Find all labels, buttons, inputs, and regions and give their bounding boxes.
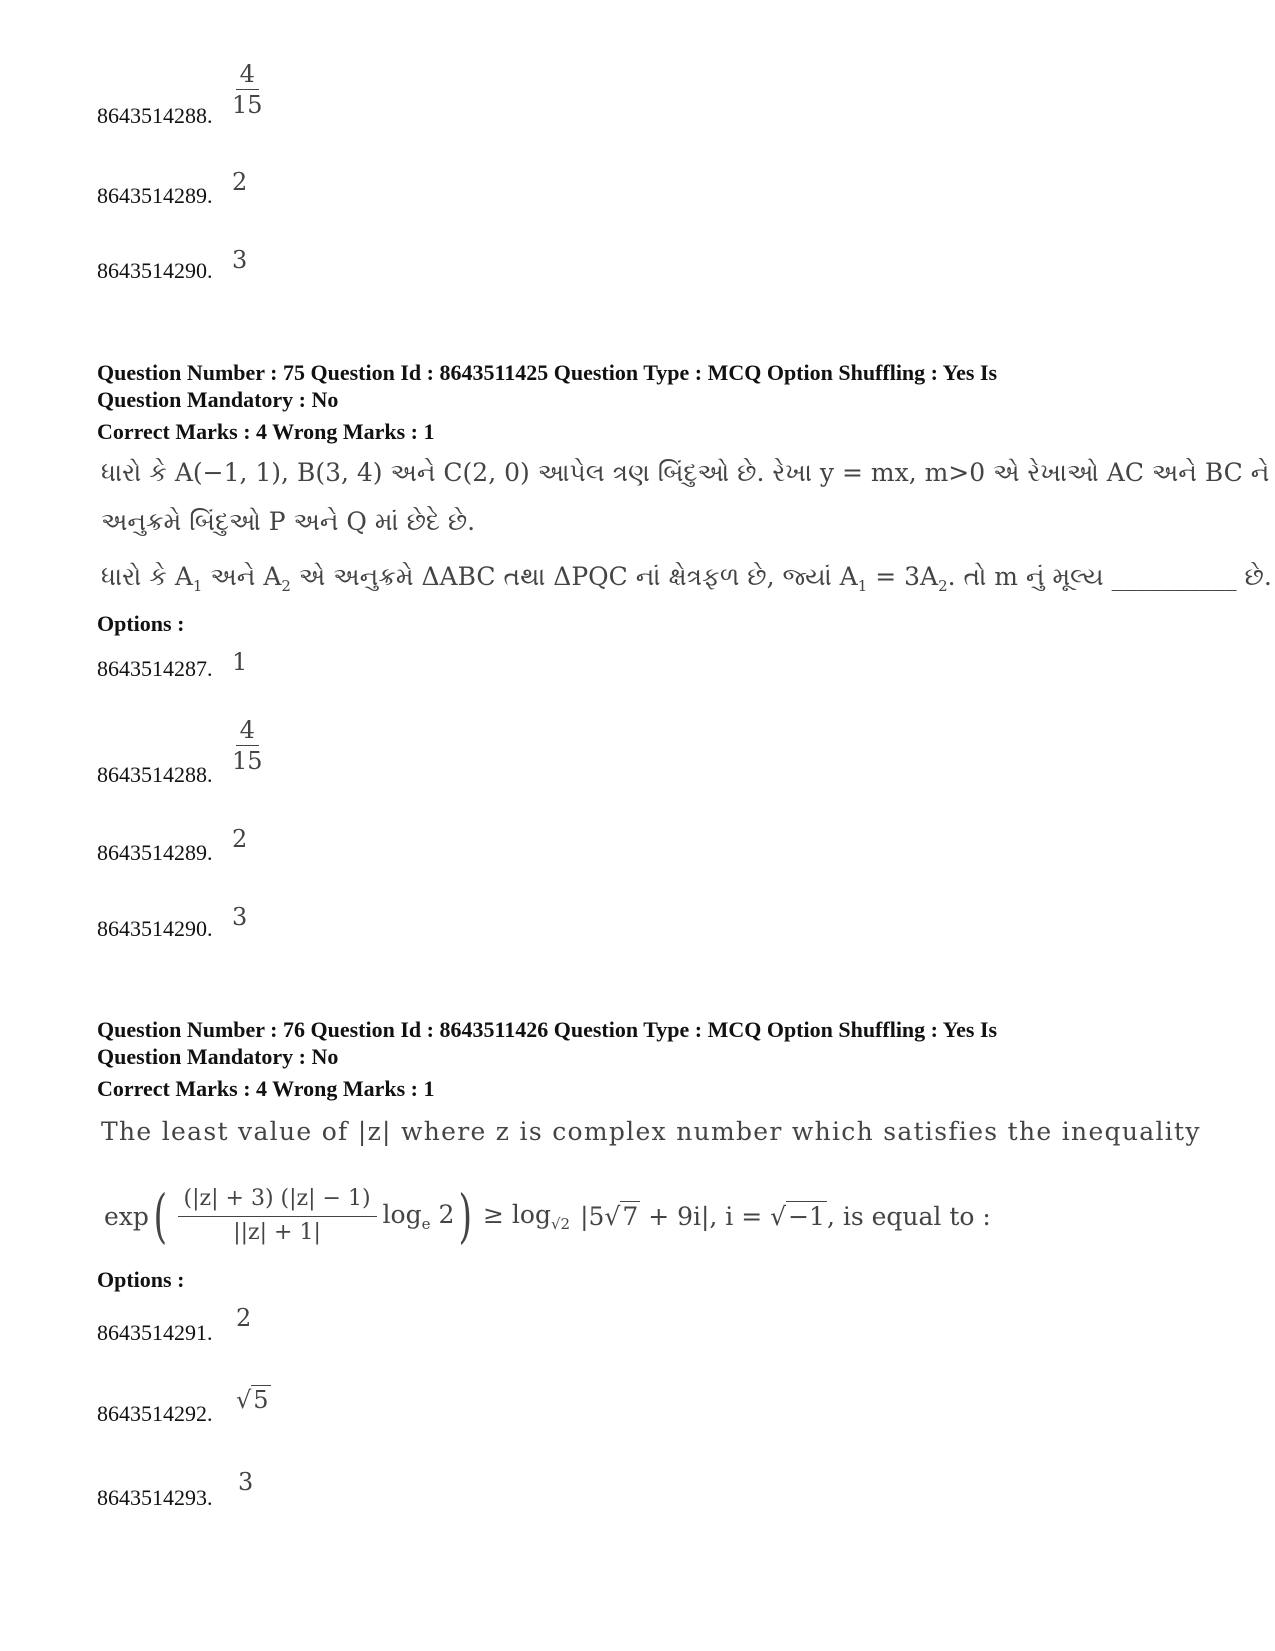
option-fraction <box>232 62 263 117</box>
abs-part: |5 <box>580 1201 605 1231</box>
abs-expression <box>580 1202 991 1231</box>
inequality-fraction <box>178 1187 377 1244</box>
option-value: 1 <box>232 648 248 676</box>
option-id: 8643514291. <box>97 1320 213 1345</box>
option-id: 8643514288. <box>97 762 213 787</box>
option-value: 2 <box>232 825 248 853</box>
question-text-line1: The least value of |z| where z is complex number which satisfies the inequality <box>101 1117 1201 1146</box>
fraction-numerator: 4 <box>236 62 259 90</box>
options-label: Options : <box>97 611 185 636</box>
geq-log <box>483 1200 570 1233</box>
log-arg: 2 <box>438 1199 455 1229</box>
option-id: 8643514287. <box>97 656 213 681</box>
subscript: 1 <box>192 577 203 595</box>
question-header-line2: Question Mandatory : No <box>97 1044 339 1069</box>
fraction-numerator: (|z| + 3) (|z| − 1) <box>178 1187 377 1216</box>
question-header-line1: Question Number : 75 Question Id : 8643511425 Question Type : MCQ Option Shuffling : Yes Is <box>97 360 998 385</box>
option-fraction <box>232 718 263 773</box>
options-label: Options : <box>97 1267 185 1292</box>
option-id: 8643514288. <box>97 103 213 128</box>
question-text-line1: ધારો કે A(−1, 1), B(3, 4) અને C(2, 0) આપેલ ત્રણ બિંદુઓ છે. રેખા y = mx, m>0 એ રેખાઓ AC અને BC ને <box>101 458 1270 487</box>
text-segment: ધારો કે A <box>101 562 193 591</box>
exp-label: exp <box>104 1201 149 1231</box>
text-segment: અને A <box>202 562 282 591</box>
text-segment: . તો m નું મૂલ્ય __________ છે. <box>947 562 1272 591</box>
question-inequality <box>104 1180 991 1252</box>
option-id: 8643514292. <box>97 1401 213 1426</box>
tail-text: , is equal to : <box>826 1201 991 1231</box>
question-marks: Correct Marks : 4 Wrong Marks : 1 <box>97 419 435 444</box>
option-id: 8643514289. <box>97 183 213 208</box>
radicand: −1 <box>788 1201 825 1231</box>
option-value: 2 <box>232 168 248 196</box>
question-header-line1: Question Number : 76 Question Id : 8643511426 Question Type : MCQ Option Shuffling : Yes Is <box>97 1017 998 1042</box>
option-value: 3 <box>232 903 248 931</box>
option-id: 8643514293. <box>97 1485 213 1510</box>
subscript: 2 <box>938 577 948 595</box>
fraction-denominator: ||z| + 1| <box>233 1219 321 1245</box>
option-id: 8643514290. <box>97 916 213 941</box>
question-text-line3 <box>101 562 1272 595</box>
log-e <box>383 1200 455 1233</box>
sqrt-symbol: √5 <box>236 1386 269 1414</box>
right-paren: ) <box>458 1182 473 1250</box>
option-value: 3 <box>238 1468 254 1496</box>
question-header-line2: Question Mandatory : No <box>97 387 339 412</box>
option-id: 8643514290. <box>97 258 213 283</box>
fraction-denominator: 15 <box>232 91 263 119</box>
option-value: 3 <box>232 246 248 274</box>
fraction-numerator: 4 <box>236 718 259 746</box>
radicand: 7 <box>622 1201 639 1231</box>
left-paren: ( <box>153 1182 168 1250</box>
geq-log-label: ≥ log <box>483 1199 551 1229</box>
abs-part: + 9i|, i = <box>640 1201 771 1231</box>
log-label: log <box>382 1199 422 1229</box>
option-sqrt-value <box>236 1386 271 1414</box>
question-text-line2: અનુક્રમે બિંદુઓ P અને Q માં છેદે છે. <box>101 507 476 536</box>
sqrt-symbol: √−1 <box>770 1201 825 1231</box>
subscript: 1 <box>857 577 868 595</box>
log-base: e <box>421 1214 431 1233</box>
subscript: 2 <box>281 577 291 595</box>
option-value: 2 <box>236 1304 252 1332</box>
question-marks: Correct Marks : 4 Wrong Marks : 1 <box>97 1076 435 1101</box>
sqrt-symbol: √7 <box>604 1201 639 1231</box>
option-id: 8643514289. <box>97 840 213 865</box>
text-segment: એ અનુક્રમે ΔABC તથા ΔPQC નાં ક્ષેત્રફળ છે, જ્યાં A <box>290 562 858 591</box>
log-base: √2 <box>550 1214 571 1233</box>
radicand: 5 <box>253 1386 269 1414</box>
fraction-denominator: 15 <box>232 747 263 775</box>
text-segment: = 3A <box>867 562 939 591</box>
